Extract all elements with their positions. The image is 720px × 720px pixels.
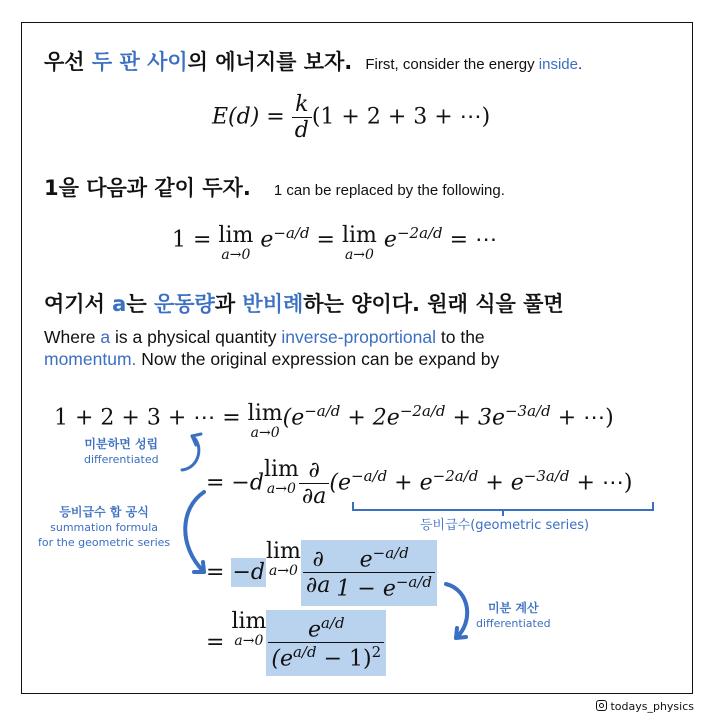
heading-en-suffix: . xyxy=(578,56,583,73)
note3-ko: 미분 계산 xyxy=(488,601,539,615)
eq5-eq: = xyxy=(206,559,232,585)
note1-en: differentiated xyxy=(84,452,159,466)
eq1-lhs: E(d) = xyxy=(212,104,292,130)
eq3-x1: −a/d xyxy=(304,402,341,420)
eq6-fden xyxy=(268,643,384,671)
h3en-inverse: inverse-proportional xyxy=(281,327,437,347)
eq6-lim-text: lim xyxy=(231,609,267,634)
eq5-fnum-e: e xyxy=(359,547,373,573)
heading-where xyxy=(44,288,564,318)
instagram-icon xyxy=(596,700,607,711)
eq5-highlight-block xyxy=(301,540,437,606)
h3en-a: a xyxy=(100,327,111,347)
h3-a: a xyxy=(112,292,127,316)
eq4-x1: −a/d xyxy=(351,467,388,486)
eq4-lim-sub: a→0 xyxy=(266,481,296,498)
eq2-tail: = ⋯ xyxy=(442,227,498,253)
eq5-highlight-d: −d xyxy=(232,559,265,585)
instagram-credit xyxy=(596,700,694,713)
heading-energy xyxy=(44,46,582,76)
eq6-fnum-e: e xyxy=(307,617,321,643)
h3-p1: 여기서 xyxy=(44,292,113,316)
equation-energy xyxy=(212,92,490,143)
eq2-lim-text2: lim xyxy=(341,223,377,248)
eq4-x2: −2a/d xyxy=(432,467,479,486)
eq2-exp1: −a/d xyxy=(273,224,310,242)
eq4-b2: + e xyxy=(387,470,433,496)
eq6-eq: = xyxy=(206,629,232,655)
h3-inverse: 반비례 xyxy=(242,292,304,316)
eq6-lim-sub: a→0 xyxy=(234,633,264,650)
equation-result xyxy=(206,610,386,676)
eq1-num: k xyxy=(292,92,312,118)
eq1-den: d xyxy=(294,118,309,143)
eq4-eq: = −d xyxy=(206,470,264,496)
eq4-dden: ∂a xyxy=(301,484,327,509)
note-differentiated-2 xyxy=(476,600,551,632)
eq3-lhs: 1 + 2 + 3 + ⋯ = xyxy=(54,405,248,431)
h3-p2: 는 xyxy=(126,292,154,316)
eq2-e: e xyxy=(260,227,274,253)
eq3-lim-sub: a→0 xyxy=(250,425,280,442)
eq5-fden-x: −a/d xyxy=(395,573,433,592)
eq6-fden2: − 1) xyxy=(316,646,372,672)
note2-en1: summation formula xyxy=(50,520,158,534)
heading-en-prefix: First, consider the energy xyxy=(365,56,539,73)
eq6-limit xyxy=(231,610,266,650)
eq3-b4: + ⋯) xyxy=(550,405,614,431)
eq5-lim-text: lim xyxy=(265,539,301,564)
eq4-b3: + e xyxy=(478,470,524,496)
eq2-lim-sub2: a→0 xyxy=(344,247,374,264)
eq2-lim-text: lim xyxy=(218,223,254,248)
eq6-fden1: (e xyxy=(271,646,293,672)
eq5-dden: ∂a xyxy=(305,573,331,599)
note1-ko: 미분하면 성립 xyxy=(84,437,159,451)
eq5-fnum xyxy=(333,544,435,573)
eq4-lim-text: lim xyxy=(263,457,299,482)
eq2-limit1 xyxy=(218,224,253,264)
eq2-limit2 xyxy=(342,224,377,264)
eq4-dnum: ∂ xyxy=(299,458,330,484)
arrow-curve-1 xyxy=(170,424,210,484)
h3-p3: 과 xyxy=(214,292,243,316)
heading2-ko: 1을 다음과 같이 두자. xyxy=(44,176,251,200)
note-summation xyxy=(38,504,170,551)
eq5-dnum: ∂ xyxy=(303,547,334,573)
eq3-x2: −2a/d xyxy=(399,402,446,420)
heading-where-en xyxy=(44,326,499,370)
eq3-b1: (e xyxy=(282,405,305,431)
eq2-one: 1 = xyxy=(172,227,219,253)
eq3-b2: + 2e xyxy=(340,405,400,431)
heading-ko-highlight: 두 판 사이 xyxy=(91,50,188,74)
h3en-momentum: momentum. xyxy=(44,349,137,369)
h3en-p4: Now the original expression can be expand by xyxy=(136,349,500,369)
note2-ko: 등비급수 합 공식 xyxy=(59,505,149,519)
eq4-b1: (e xyxy=(329,470,351,496)
h3en-p1: Where xyxy=(44,327,101,347)
equation-geometric-sum xyxy=(206,540,437,606)
footer-handle: todays_physics xyxy=(610,700,694,713)
note2-en2: for the geometric series xyxy=(38,535,171,549)
eq5-fden-base: 1 − e xyxy=(336,576,396,602)
eq4-limit xyxy=(264,458,299,498)
eq6-fnum-x: a/d xyxy=(320,614,345,632)
eq2-e2: e xyxy=(383,227,397,253)
arrow-curve-3 xyxy=(440,576,480,646)
eq3-b3: + 3e xyxy=(445,405,505,431)
eq4-x3: −3a/d xyxy=(523,467,570,486)
eq3-lim-text: lim xyxy=(247,401,283,426)
eq6-fnum xyxy=(268,614,384,643)
eq6-fden-pow: 2 xyxy=(371,643,382,662)
note-differentiated-1 xyxy=(84,436,159,468)
equation-one-limit xyxy=(172,224,497,264)
eq2-lim-sub: a→0 xyxy=(221,247,251,264)
h3en-p3: to the xyxy=(436,327,485,347)
h3-p4: 하는 양이다. 원래 식을 풀면 xyxy=(303,292,564,316)
eq5-partial xyxy=(303,547,334,598)
eq4-b4: + ⋯) xyxy=(569,470,633,496)
heading-ko-suffix: 의 에너지를 보자. xyxy=(187,50,353,74)
eq5-fnum-x: −a/d xyxy=(372,544,409,562)
eq2-eqsign: = xyxy=(309,227,342,253)
eq5-lim-sub: a→0 xyxy=(268,563,298,580)
eq3-limit xyxy=(248,402,283,442)
heading-en-highlight: inside xyxy=(538,56,578,73)
eq6-fraction xyxy=(266,610,386,676)
eq4-partial xyxy=(299,458,330,509)
heading2-en: 1 can be replaced by the following. xyxy=(273,182,505,199)
eq3-x3: −3a/d xyxy=(504,402,551,420)
heading-ko-prefix: 우선 xyxy=(44,50,92,74)
eq5-fraction xyxy=(333,544,435,602)
arrow-curve-2 xyxy=(170,486,220,586)
eq1-rhs: (1 + 2 + 3 + ⋯) xyxy=(311,104,491,130)
note3-en: differentiated xyxy=(476,616,551,630)
eq5-fden xyxy=(333,573,435,601)
eq5-limit xyxy=(266,540,301,580)
eq2-exp2: −2a/d xyxy=(396,224,443,242)
heading-replace xyxy=(44,172,505,202)
brace-label: 등비급수(geometric series) xyxy=(420,518,590,533)
h3-momentum: 운동량 xyxy=(153,292,215,316)
eq1-fraction xyxy=(292,92,312,143)
eq6-fden-x: a/d xyxy=(292,643,317,662)
h3en-p2: is a physical quantity xyxy=(110,327,282,347)
